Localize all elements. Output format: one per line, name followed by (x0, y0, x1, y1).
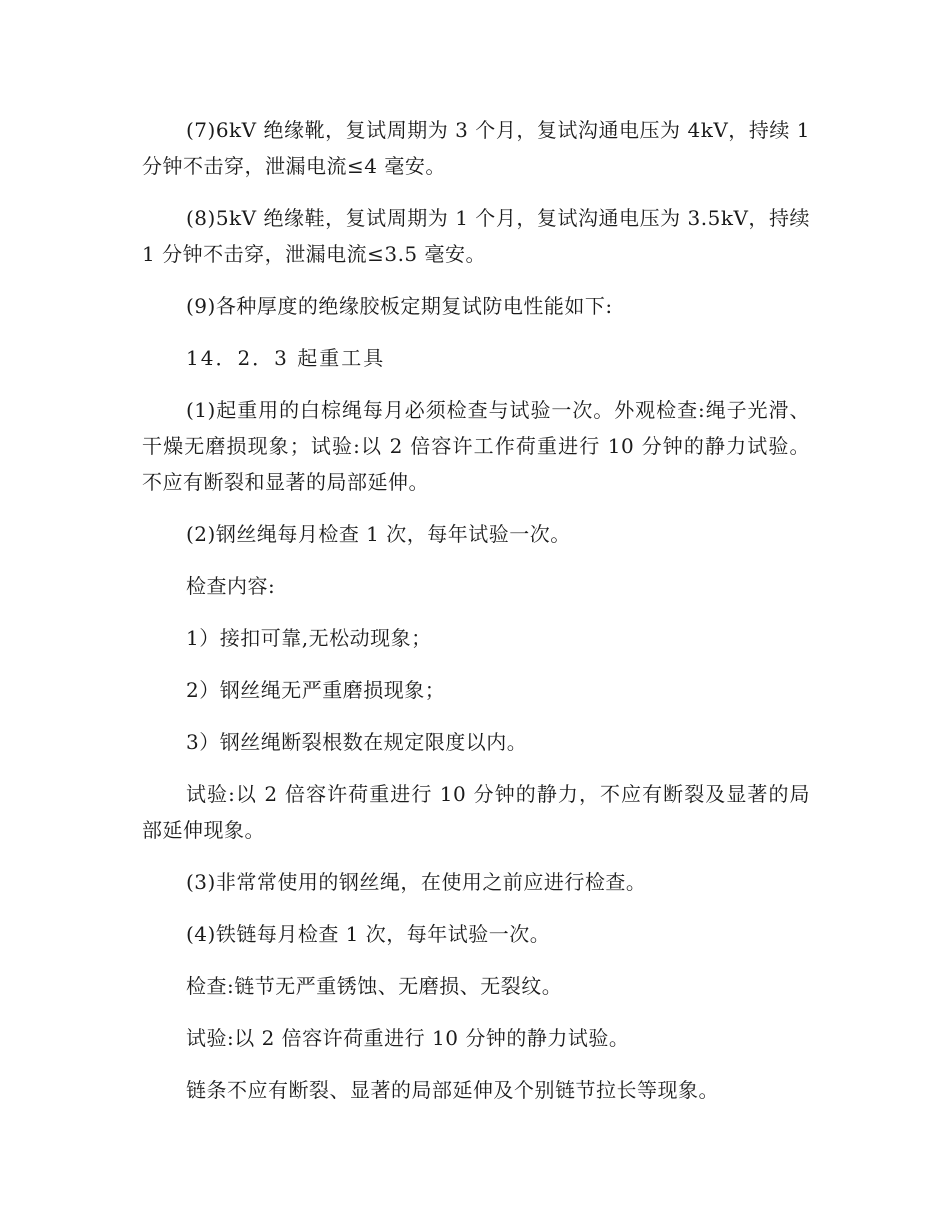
section-heading-lifting-tools: 14．2．3 起重工具 (186, 346, 386, 370)
paragraph-inspection-content: 检查内容: (186, 574, 276, 598)
paragraph-chain-requirement: 链条不应有断裂、显著的局部延伸及个别链节拉长等现象。 (186, 1078, 719, 1102)
paragraph-insulating-boots: (7)6kV 绝缘靴，复试周期为 3 个月，复试沟通电压为 4kV，持续 1 分钟不击穿，泄漏电流≤4 毫安。 (142, 118, 810, 178)
paragraph-iron-chain: (4)铁链每月检查 1 次，每年试验一次。 (186, 922, 551, 946)
paragraph-chain-inspection: 检查:链节无严重锈蚀、无磨损、无裂纹。 (186, 974, 563, 998)
paragraph-manila-rope: (1)起重用的白棕绳每月必须检查与试验一次。外观检查:绳子光滑、干燥无磨损现象；试验:以 2 倍容许工作荷重进行 10 分钟的静力试验。不应有断裂和显著的局部延伸。 (142, 398, 810, 494)
paragraph-infrequent-wire-rope: (3)非常常使用的钢丝绳，在使用之前应进行检查。 (186, 870, 647, 894)
list-item-3: 3）钢丝绳断裂根数在规定限度以内。 (186, 730, 528, 754)
paragraph-chain-test: 试验:以 2 倍容许荷重进行 10 分钟的静力试验。 (186, 1026, 630, 1050)
paragraph-insulating-shoes: (8)5kV 绝缘鞋，复试周期为 1 个月，复试沟通电压为 3.5kV，持续 1 分钟不击穿，泄漏电流≤3.5 毫安。 (142, 206, 810, 266)
list-item-1: 1）接扣可靠,无松动现象； (186, 626, 432, 650)
paragraph-insulating-rubber-plate: (9)各种厚度的绝缘胶板定期复试防电性能如下: (186, 294, 613, 318)
paragraph-wire-rope: (2)钢丝绳每月检查 1 次，每年试验一次。 (186, 522, 571, 546)
paragraph-wire-rope-test: 试验:以 2 倍容许荷重进行 10 分钟的静力，不应有断裂及显著的局部延伸现象。 (142, 782, 810, 842)
document-body (142, 112, 810, 1124)
list-item-2: 2）钢丝绳无严重磨损现象； (186, 678, 446, 702)
